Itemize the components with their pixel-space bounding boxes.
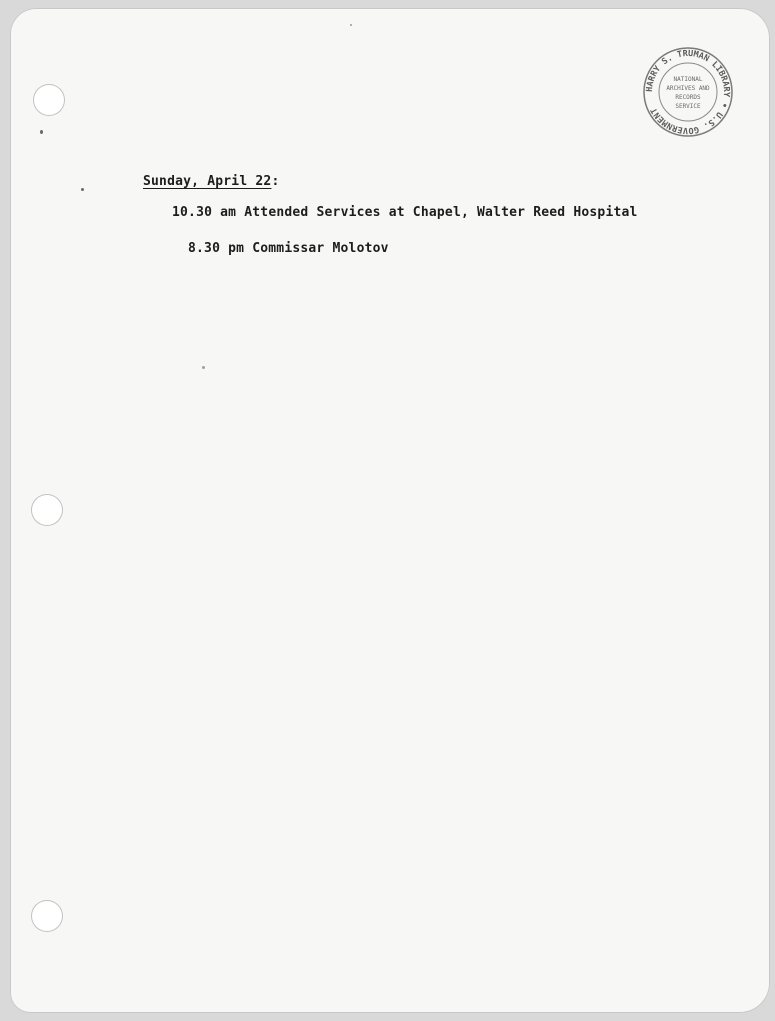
document-page (10, 8, 770, 1013)
seal-inner-line-4: SERVICE (675, 103, 701, 110)
paper-speck (350, 24, 352, 26)
date-heading-colon: : (271, 174, 280, 189)
schedule-entry (172, 205, 638, 220)
seal-inner-line-2: ARCHIVES AND (666, 85, 710, 92)
paper-speck (202, 366, 205, 369)
entry-time: 8.30 pm (188, 241, 245, 256)
schedule-entry (188, 241, 389, 256)
binder-hole-top (34, 85, 64, 115)
seal-inner-line-3: RECORDS (675, 94, 701, 101)
date-heading (143, 174, 279, 189)
paper-speck (40, 130, 43, 134)
seal-outer-text: HARRY S. TRUMAN LIBRARY • U.S. GOVERNMENT (644, 48, 732, 136)
entry-text: Commissar Molotov (252, 241, 389, 256)
date-heading-label: Sunday, April 22 (143, 174, 272, 189)
binder-hole-bottom (32, 901, 62, 931)
entry-time: 10.30 am (172, 205, 237, 220)
library-seal-stamp (642, 46, 734, 138)
binder-hole-middle (32, 495, 62, 525)
paper-speck (81, 188, 84, 191)
seal-inner-line-1: NATIONAL (673, 76, 703, 83)
entry-text: Attended Services at Chapel, Walter Reed Hospital (244, 205, 638, 220)
